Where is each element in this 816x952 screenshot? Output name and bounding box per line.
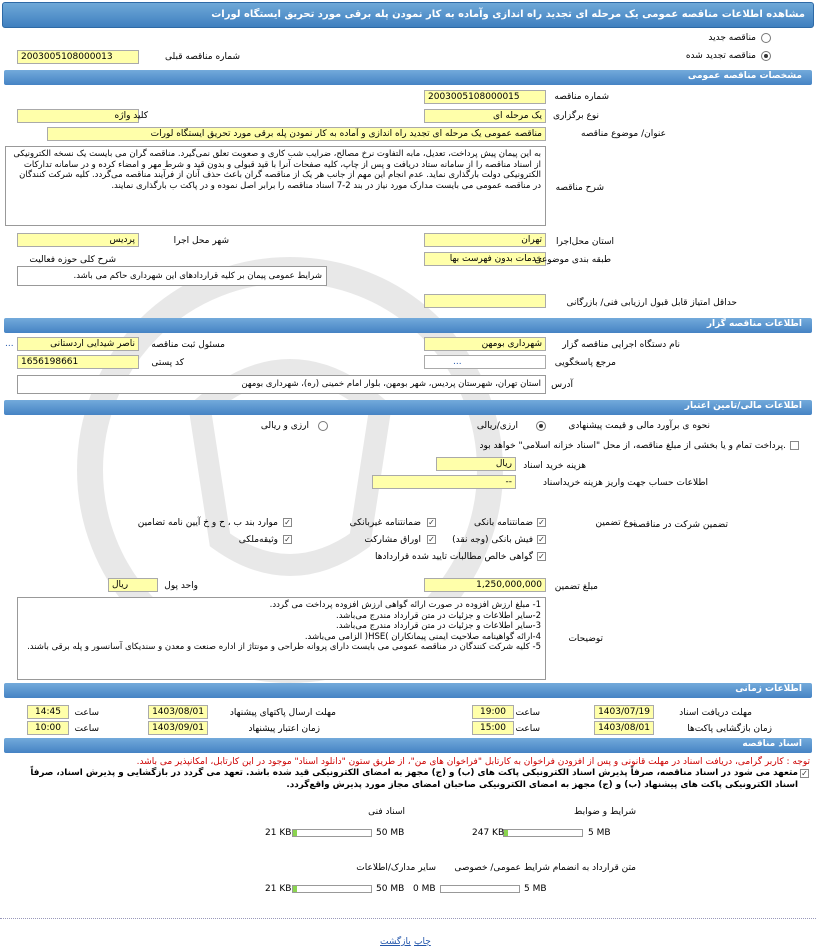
islamic-treasury-label: پرداخت تمام و یا بخشی از مبلغ مناقصه، از محل "اسناد خزانه اسلامی" خواهد بود. [479,441,786,451]
tech-docs-progress-fill [293,830,297,836]
doc-receive-date: 1403/07/19 [594,705,654,719]
conditions-progress-fill [504,830,508,836]
reference-label: مرجع پاسخگویی [554,358,616,368]
financial-section-header: اطلاعات مالی/تامین اعتبار [4,400,812,415]
currency-label: واحد پول [164,581,198,591]
open-time-label: ساعت [515,724,540,734]
conditions-label: شرایط و ضوابط [574,807,636,817]
new-tender-radio[interactable] [761,33,771,43]
doc-receive-time: 19:00 [472,705,514,719]
send-date: 1403/08/01 [148,705,208,719]
note-line-1: 1- مبلغ ارزش افزوده در صورت ارائه گواهی ارزش افزوده پرداخت می گردد. [269,600,541,610]
docs-notice: توجه : کاربر گرامی، دریافت اسناد در مهلت قانونی و پس از افزودن فراخوان به کارتابل "فراخوان های من"، از طریق ستون "دانلود اسناد" موجود در این کارتابل، امکانپذیر می باشد. [136,757,810,767]
bank-guarantee-checkbox[interactable]: ✓ [538,518,545,527]
renewed-tender-label: مناقصه تجدید شده [685,51,756,61]
footer-divider [0,918,816,919]
tender-number-field: 2003005108000015 [424,90,546,104]
keyword-label: کلید واژه [114,111,148,121]
account-label: اطلاعات حساب جهت واریز هزینه خریداسناد [543,478,708,488]
new-tender-label: مناقصه جدید [708,33,756,43]
city-field: پردیس [17,233,139,247]
cash-guarantee-label: فیش بانکی (وجه نقد) [452,535,533,545]
send-label: مهلت ارسال پاکتهای پیشنهاد [229,708,336,718]
conditions-max: 5 MB [588,828,611,838]
reference-field [424,355,546,369]
other-docs-label: سایر مدارک/اطلاعات [356,863,436,873]
rial-radio[interactable] [536,421,546,431]
contract-label: متن قرارداد به انضمام شرایط عمومی/ خصوصی [454,863,636,873]
send-time-label: ساعت [74,708,99,718]
valid-time: 10:00 [27,721,69,735]
category-label: طبقه بندی موضوعی [534,255,611,265]
registrar-field: ناصر شیدایی اردستانی [17,337,139,351]
tech-docs-progress [292,829,372,837]
page-title: مشاهده اطلاعات مناقصه عمومی یک مرحله ای تجدید راه اندازی وآماده به کار نمودن پله برقی مورد تحریق ایستگاه لورات [2,2,814,28]
valid-label: زمان اعتبار پیشنهاد [248,724,320,734]
registrar-label: مسئول ثبت مناقصه [151,340,225,350]
doc-receive-label: مهلت دریافت اسناد [679,708,752,718]
cash-guarantee-checkbox[interactable]: ✓ [538,535,545,544]
other-guarantee-label: موارد بند ب ، ح و خ آیین نامه تضامین [137,518,278,528]
commit-checkbox[interactable]: ✓ [801,769,808,778]
contract-max: 5 MB [524,884,547,894]
organizer-section-header: اطلاعات مناقصه گزار [4,318,812,333]
guarantee-type-label: نوع تضمین [595,518,636,528]
note-line-3: 3-سایر اطلاعات و جزئیات در متن قرارداد مندرج می‌باشد. [336,621,541,631]
back-link[interactable]: بازگشت [380,937,411,947]
other-docs-progress [292,885,372,893]
general-section-header: مشخصات مناقصه عمومی [4,70,812,85]
tech-docs-max: 50 MB [376,828,405,838]
bank-guarantee-label: ضمانتنامه بانکی [474,518,533,528]
guarantee-label: تضمین شرکت در مناقصه [633,520,728,530]
bonds-guarantee-label: اوراق مشارکت [364,535,421,545]
currency-rial-option-label: ارزی و ریالی [260,421,309,431]
doc-cost-label: هزینه خرید اسناد [523,461,586,471]
valid-time-label: ساعت [74,724,99,734]
min-score-field [424,294,546,308]
contract-progress [440,885,520,893]
org-label: نام دستگاه اجرایی مناقصه گزار [562,340,680,350]
commit-text: متعهد می شود در اسناد مناقصه، صرفاً پذیرش اسناد الکترونیکی پاکت های (ب) و (ج) مجهز به امضای الکترونیکی قید شده باشد. تعهد می گردد در بازگشایی و پذیرش اسناد، صرفاً اسناد الکترونیکی پاکت های پیشنهاد (ب) و (ج) مجهز به امضای الکترونیکی صاحبان امضای مجاز مورد پذیرش واقع‌گردد. [30,768,798,790]
scope-box: شرایط عمومی پیمان بر کلیه قراردادهای این شهرداری حاکم می باشد. [17,266,327,286]
notes-box [17,597,546,680]
postal-label: کد پستی [151,358,184,368]
print-link[interactable]: چاپ [414,937,431,947]
nonbank-guarantee-label: ضمانتنامه غیربانکی [349,518,421,528]
min-score-label: حداقل امتیاز قابل قبول ارزیابی فنی/ بازرگانی [566,298,737,308]
registrar-more-link[interactable]: ... [5,339,14,349]
timing-section-header: اطلاعات زمانی [4,683,812,698]
province-label: استان محل‌اجرا [556,237,614,247]
doc-receive-time-label: ساعت [515,708,540,718]
estimate-label: نحوه ی برآورد مالی و قیمت پیشنهادی [568,421,710,431]
city-label: شهر محل اجرا [173,236,229,246]
description-box: به این پیمان پیش پرداخت، تعدیل، مابه التفاوت نرخ مصالح، ضرایب شب کاری و صعوبت تعلق نمی‌گیرد. مناقصه گران می بایست یک نسخه الکترونیکی از اسناد مناقصه را از سامانه ستاد دریافت و پس از چاپ، کلیه صفحات آنرا با قید قبولی و بدون قید و شرط مهر و امضاء کرده و در سامانه تدارکات الکترونیکی دولت بارگذاری نماید. عدم انجام این مهم از جانب هر یک از مناقصه گران باعث حذف آنان از فرآیند مناقصه می‌گردد. کلیه شرکت کنندگان در مناقصه عمومی می بایست مدارک مورد نیاز در بند 2-7 اسناد مناقصه را برابر اصل نموده و در پاکت ب بارگذاری نمایند. [5,146,546,226]
prev-tender-label: شماره مناقصه قبلی [165,52,240,62]
category-field: خدمات بدون فهرست بها [424,252,546,266]
claims-guarantee-checkbox[interactable]: ✓ [538,552,545,561]
note-line-4: 4-ارائه گواهینامه صلاحیت ایمنی پیمانکاران )HSE( الزامی می‌باشد. [304,631,541,642]
conditions-size[interactable]: 247 KB [472,828,505,838]
description-label: شرح مناقصه [555,183,604,193]
notes-label: توضیحات [568,634,603,644]
org-field: شهرداری بومهن [424,337,546,351]
tech-docs-label: اسناد فنی [368,807,405,817]
reference-more-link[interactable]: ... [453,357,462,367]
province-field: تهران [424,233,546,247]
send-time: 14:45 [27,705,69,719]
address-label: آدرس [551,380,573,390]
valid-date: 1403/09/01 [148,721,208,735]
currency-field: ریال [108,578,158,592]
property-guarantee-label: وثیقه‌ملکی [238,535,278,545]
subject-field: مناقصه عمومی یک مرحله ای تجدید راه اندازی و آماده به کار نمودن پله برقی مورد تحریق ایستگاه لورات [47,127,546,141]
docs-section-header: اسناد مناقصه [4,738,812,753]
tech-docs-size[interactable]: 21 KB [265,828,292,838]
renewed-tender-radio[interactable] [761,51,771,61]
conditions-progress [503,829,583,837]
contract-size[interactable]: 0 MB [413,884,436,894]
doc-cost-field: ریال [436,457,516,471]
scope-label: شرح کلی حوزه فعالیت [29,255,116,265]
rial-option-label: ارزی/ریالی [476,421,518,431]
property-guarantee-checkbox[interactable]: ✓ [284,535,291,544]
procedure-field: یک مرحله ای [424,109,546,123]
currency-rial-radio[interactable] [318,421,328,431]
account-field: -- [372,475,516,489]
open-label: زمان بازگشایی پاکت‌ها [687,724,772,734]
open-date: 1403/08/01 [594,721,654,735]
other-docs-progress-fill [293,886,297,892]
guarantee-amount-label: مبلغ تضمین [554,582,598,592]
note-line-5: 5- کلیه شرکت کنندگان در مناقصه عمومی می بایست دارای پروانه طراحی و مونتاژ از اداره صنعت و معدن و سندیکای آسانسور و پله برقی باشند. [27,642,541,652]
guarantee-amount-field: 1,250,000,000 [424,578,546,592]
address-box: استان تهران، شهرستان پردیس، شهر بومهن، بلوار امام خمینی (ره)، شهرداری بومهن [17,375,546,394]
subject-label: عنوان/ موضوع مناقصه [581,129,666,139]
note-line-2: 2-سایر اطلاعات و جزئیات در متن قرارداد مندرج می‌باشد. [336,610,541,621]
other-docs-max: 50 MB [376,884,405,894]
postal-field: 1656198661 [17,355,139,369]
other-guarantee-checkbox[interactable]: ✓ [284,518,291,527]
nonbank-guarantee-checkbox[interactable]: ✓ [428,518,435,527]
islamic-treasury-checkbox[interactable] [790,441,799,450]
tender-number-label: شماره مناقصه [554,92,609,102]
prev-tender-number: 2003005108000013 [17,50,139,64]
open-time: 15:00 [472,721,514,735]
claims-guarantee-label: گواهی خالص مطالبات تایید شده قراردادها [375,552,533,562]
other-docs-size[interactable]: 21 KB [265,884,292,894]
procedure-label: نوع برگزاری [553,111,599,121]
bonds-guarantee-checkbox[interactable]: ✓ [428,535,435,544]
